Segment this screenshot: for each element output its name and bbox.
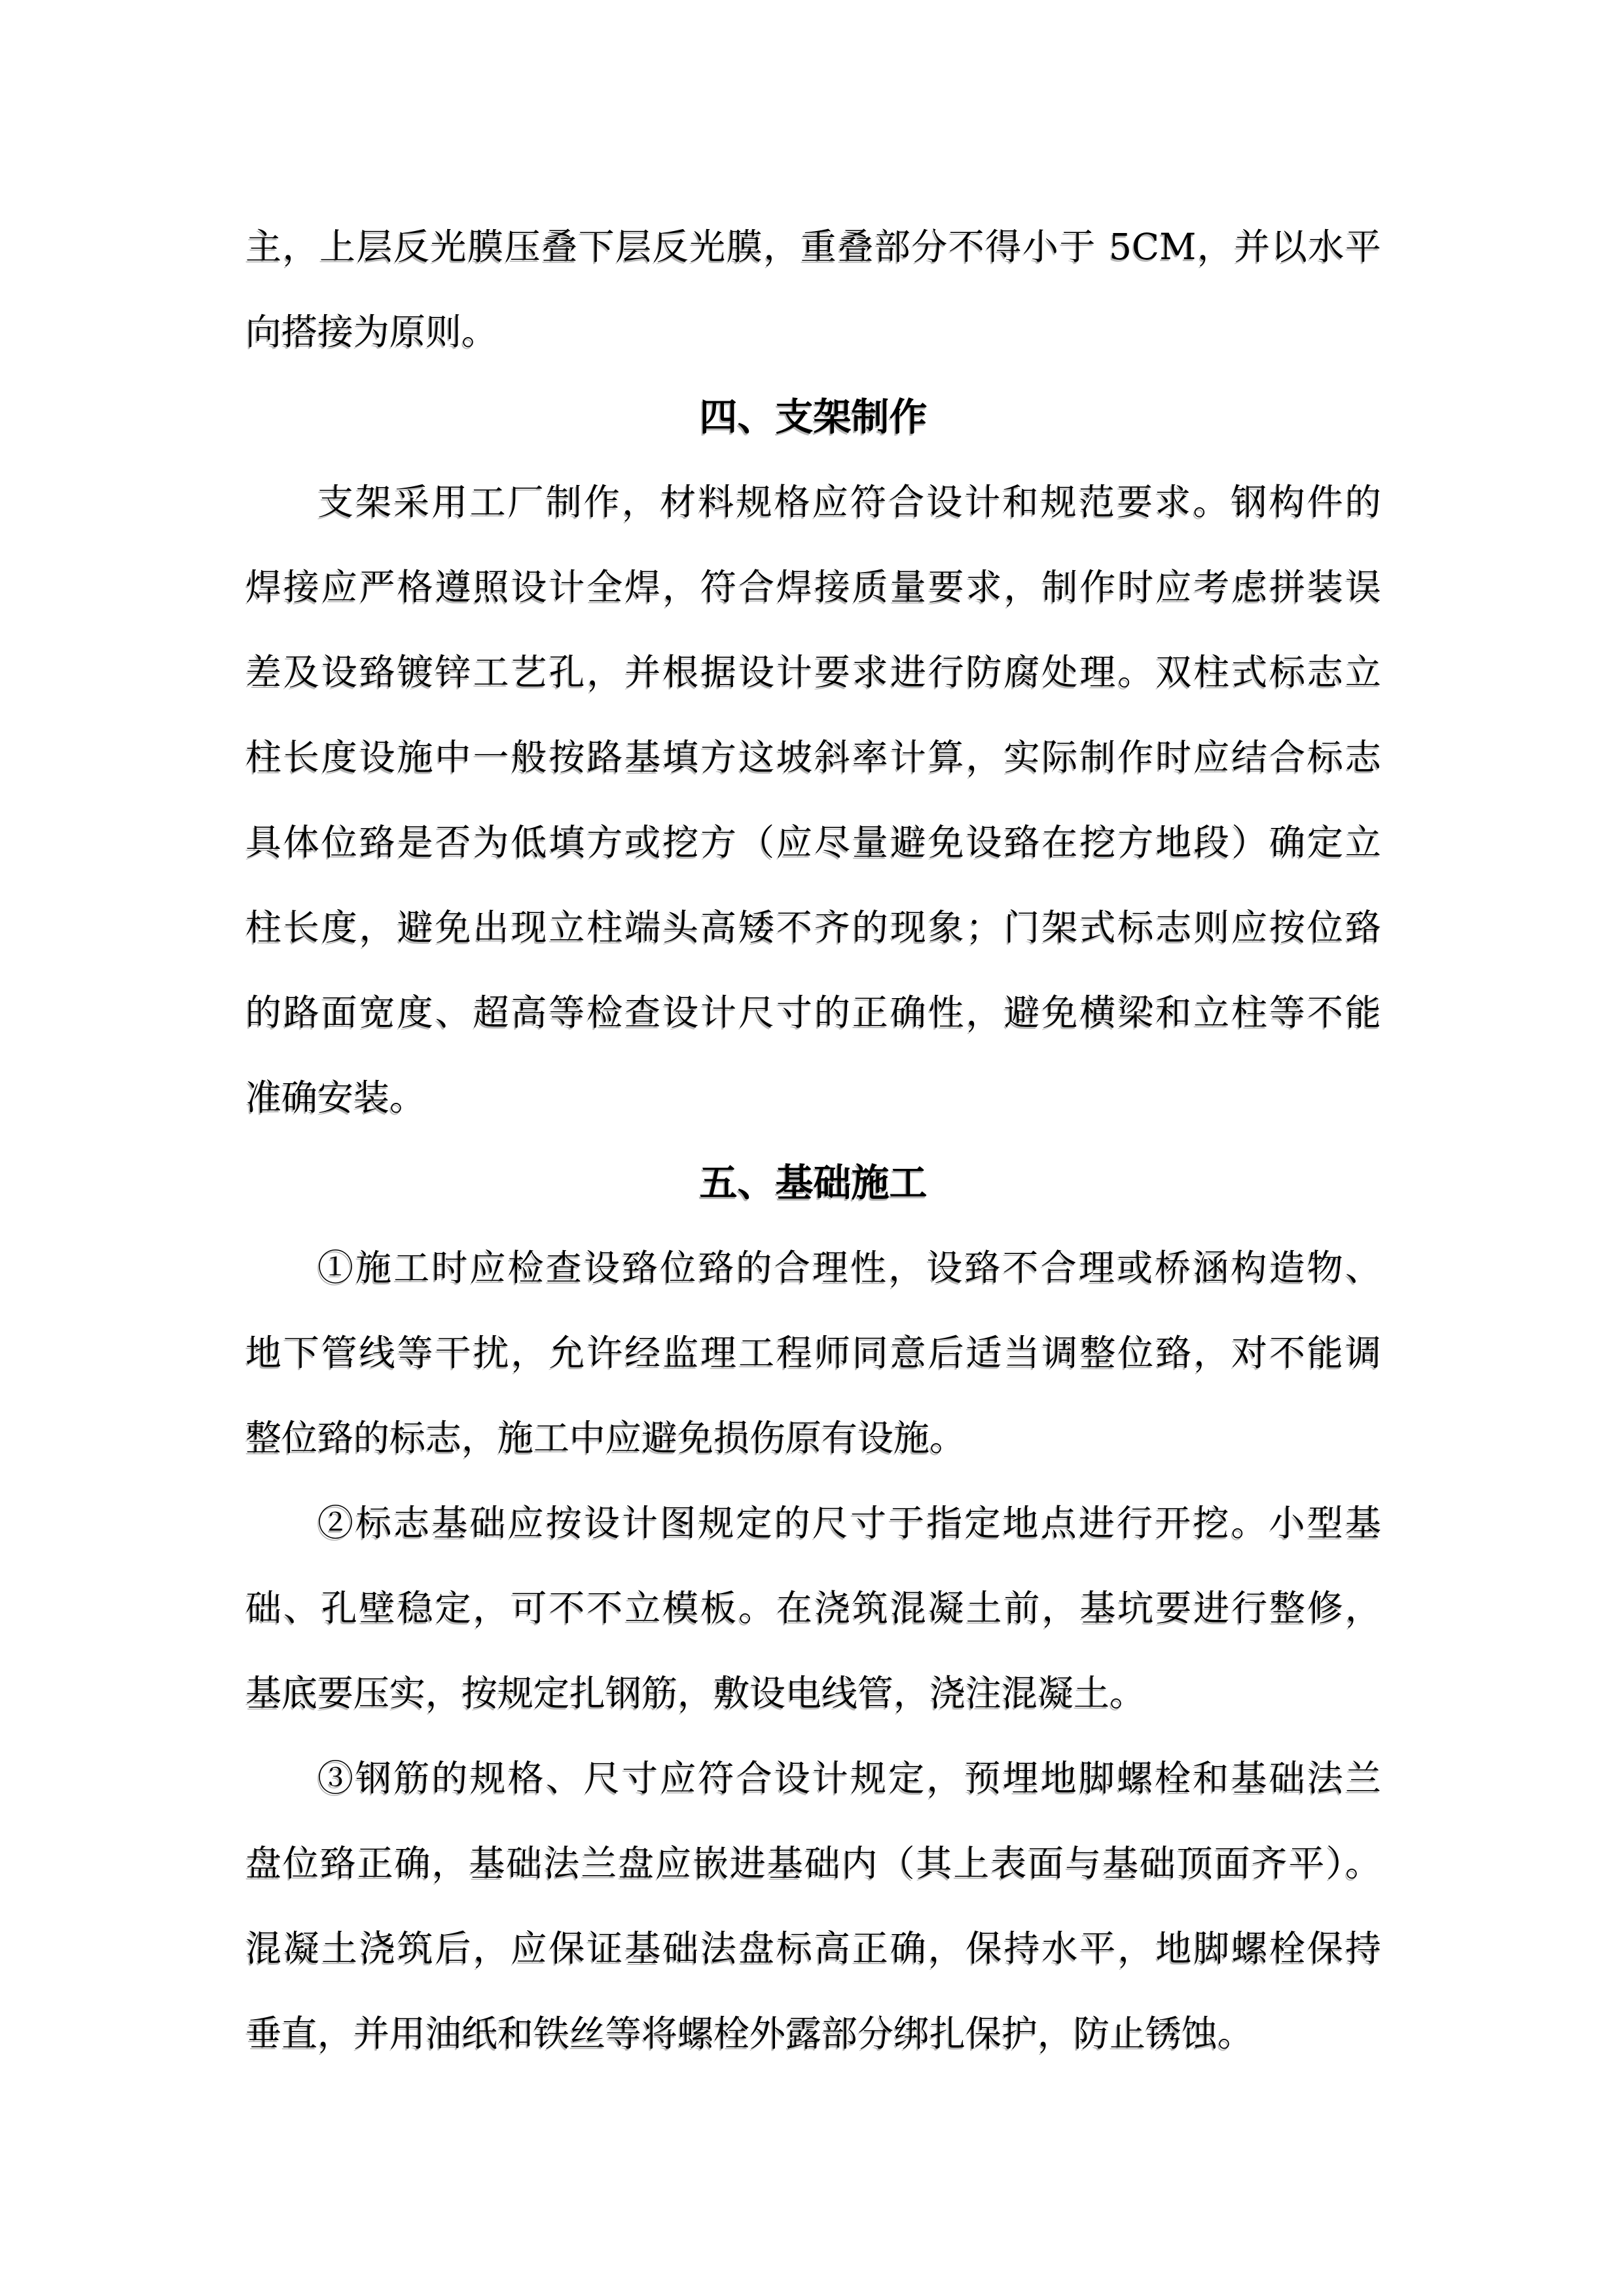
text-line: 主，上层反光膜压叠下层反光膜，重叠部分不得小于 5CM，并以水平 — [245, 226, 1381, 268]
text-line: 垂直，并用油纸和铁丝等将螺栓外露部分绑扎保护，防止锈蚀。 — [245, 2013, 1254, 2054]
section-heading: 四、支架制作 — [699, 395, 928, 439]
text-line: 混凝土浇筑后，应保证基础法盘标高正确，保持水平，地脚螺栓保持 — [245, 1928, 1381, 1969]
text-line: 柱长度设施中一般按路基填方这坡斜率计算，实际制作时应结合标志 — [245, 736, 1381, 778]
text-line: 整位臵的标志，施工中应避免损伤原有设施。 — [245, 1417, 966, 1459]
text-line: 盘位臵正确，基础法兰盘应嵌进基础内（其上表面与基础顶面齐平）。 — [245, 1842, 1381, 1884]
document-content — [245, 204, 1381, 2076]
text-line: 差及设臵镀锌工艺孔，并根据设计要求进行防腐处理。双柱式标志立 — [245, 651, 1381, 693]
text-line: 准确安装。 — [245, 1077, 426, 1119]
text-line: ③钢筋的规格、尺寸应符合设计规定，预埋地脚螺栓和基础法兰 — [317, 1757, 1381, 1799]
text-line: 焊接应严格遵照设计全焊，符合焊接质量要求，制作时应考虑拼装误 — [245, 566, 1381, 608]
text-line: 地下管线等干扰，允许经监理工程师同意后适当调整位臵，对不能调 — [245, 1332, 1381, 1374]
text-line: 的路面宽度、超高等检查设计尺寸的正确性，避免横梁和立柱等不能 — [245, 992, 1381, 1033]
text-line: ①施工时应检查设臵位臵的合理性，设臵不合理或桥涵构造物、 — [317, 1247, 1381, 1289]
text-line: 支架采用工厂制作，材料规格应符合设计和规范要求。钢构件的 — [317, 481, 1381, 523]
text-line: 向搭接为原则。 — [245, 311, 498, 353]
text-line: 基底要压实，按规定扎钢筋，敷设电线管，浇注混凝土。 — [245, 1672, 1146, 1714]
text-line: ②标志基础应按设计图规定的尺寸于指定地点进行开挖。小型基 — [317, 1502, 1381, 1544]
text-line: 柱长度，避免出现立柱端头高矮不齐的现象；门架式标志则应按位臵 — [245, 906, 1381, 948]
section-heading: 五、基础施工 — [699, 1160, 928, 1205]
text-line: 具体位臵是否为低填方或挖方（应尽量避免设臵在挖方地段）确定立 — [245, 821, 1381, 863]
text-line: 础、孔壁稳定，可不不立模板。在浇筑混凝土前，基坑要进行整修， — [245, 1587, 1381, 1629]
